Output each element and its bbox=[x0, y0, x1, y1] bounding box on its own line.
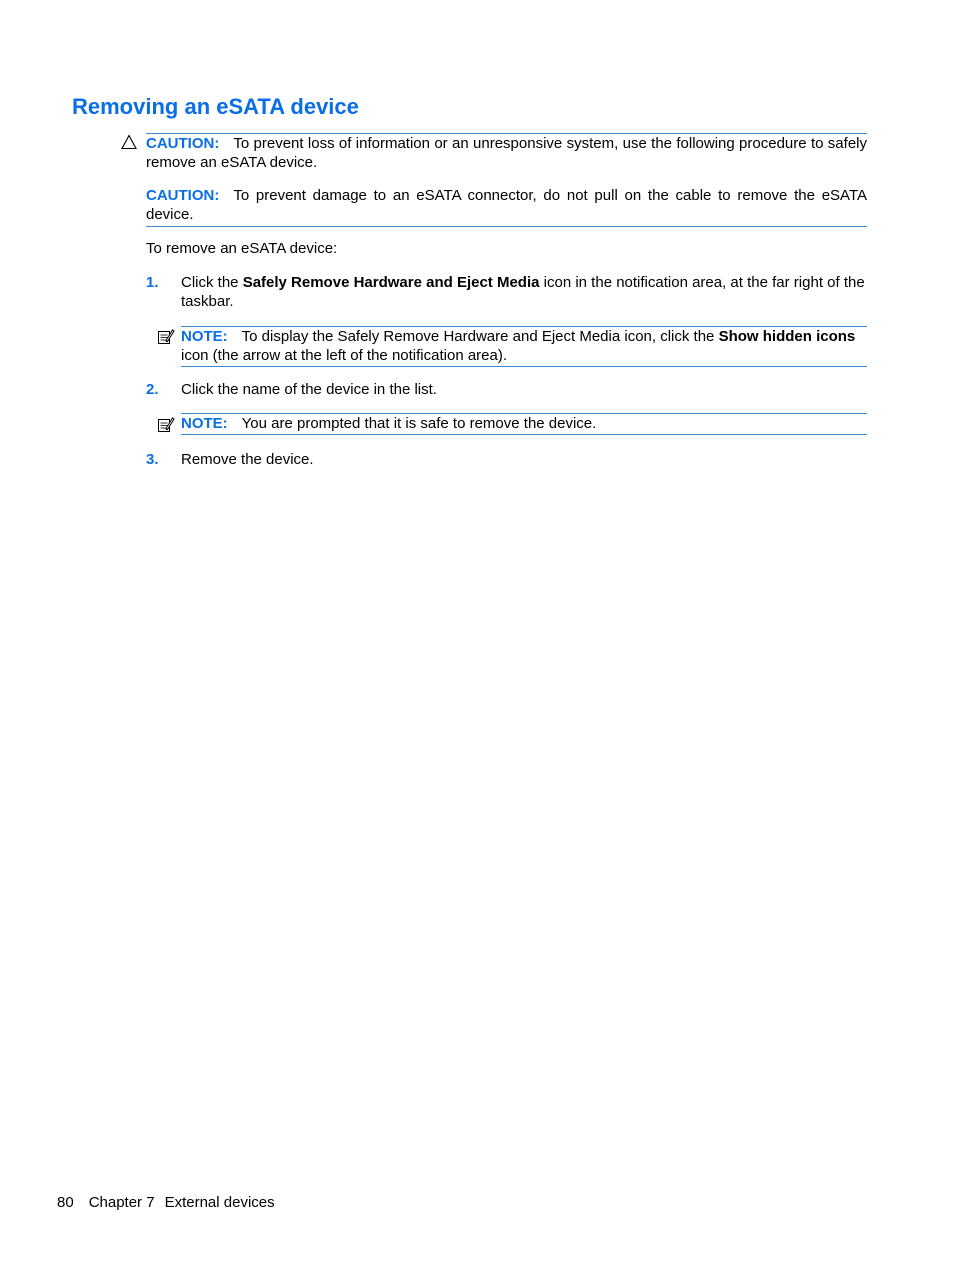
note-label: NOTE: bbox=[181, 328, 228, 345]
procedure-intro: To remove an eSATA device: bbox=[146, 240, 338, 257]
section-heading: Removing an eSATA device bbox=[72, 94, 359, 119]
note-text-before: To display the Safely Remove Hardware and Eject Media icon, click the bbox=[241, 328, 719, 345]
note-text-bold: Show hidden icons bbox=[718, 328, 856, 345]
page-footer bbox=[57, 1193, 275, 1212]
step-number: 3. bbox=[146, 451, 159, 468]
step-text: Click the name of the device in the list. bbox=[181, 381, 437, 398]
note-pencil-icon bbox=[157, 328, 175, 346]
note-text-after: icon (the arrow at the left of the notification area). bbox=[181, 347, 508, 364]
chapter-title: External devices bbox=[164, 1194, 275, 1211]
note-block bbox=[181, 326, 867, 367]
note-pencil-icon bbox=[157, 416, 175, 434]
step-text-before: Click the bbox=[181, 274, 243, 291]
caution-label: CAUTION: bbox=[146, 187, 220, 204]
note-block bbox=[181, 413, 867, 435]
step-text bbox=[181, 273, 867, 311]
caution-block bbox=[146, 133, 867, 227]
step-number: 2. bbox=[146, 381, 159, 398]
chapter-label: Chapter 7 bbox=[88, 1194, 155, 1211]
note-text: You are prompted that it is safe to remove the device. bbox=[241, 415, 597, 432]
note-label: NOTE: bbox=[181, 415, 228, 432]
caution-triangle-icon bbox=[121, 134, 137, 150]
caution-label: CAUTION: bbox=[146, 135, 220, 152]
step-text: Remove the device. bbox=[181, 451, 314, 468]
caution-text: To prevent damage to an eSATA connector, do not pull on the cable to remove the eSATA device. bbox=[146, 187, 867, 223]
step-text-bold: Safely Remove Hardware and Eject Media bbox=[242, 274, 540, 291]
page-number: 80 bbox=[57, 1194, 74, 1211]
step-number: 1. bbox=[146, 274, 159, 291]
step-text-after: icon in the notification area, at the far right of the taskbar. bbox=[181, 274, 865, 310]
caution-text: To prevent loss of information or an unresponsive system, use the following procedure to safely remove an eSATA device. bbox=[146, 135, 867, 171]
caution-2 bbox=[146, 186, 867, 224]
caution-1 bbox=[146, 134, 867, 172]
